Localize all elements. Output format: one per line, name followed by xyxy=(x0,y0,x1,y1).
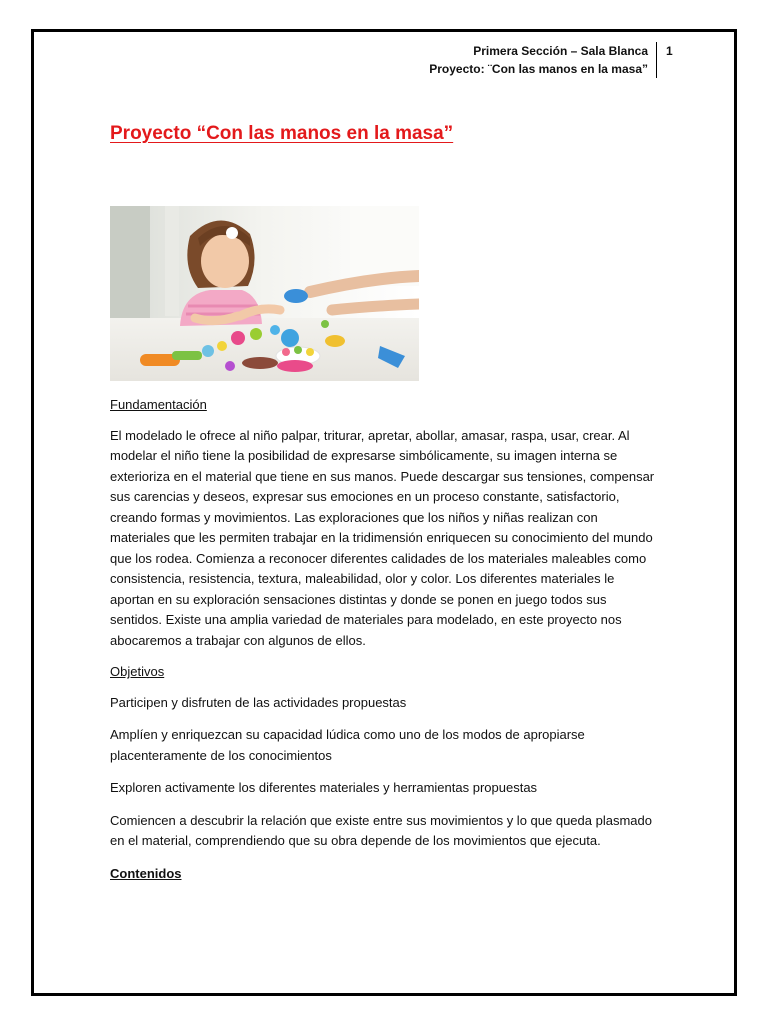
header-line-2: Proyecto: ¨Con las manos en la masa” xyxy=(429,62,648,76)
document-body xyxy=(110,395,660,894)
section-heading-objetivos: Objetivos xyxy=(110,664,165,679)
page-number: 1 xyxy=(666,44,673,58)
section-heading-fundamentacion: Fundamentación xyxy=(110,397,207,412)
page-header xyxy=(429,42,657,78)
header-line-1: Primera Sección – Sala Blanca xyxy=(473,44,648,58)
fundamentacion-paragraph: El modelado le ofrece al niño palpar, triturar, apretar, abollar, amasar, raspa, usar, crear. Al modelar el niño tiene la posibilidad de expresarse simbólicamente, su imagen interna se exterioriza en el material que tiene en sus manos. Puede descargar sus tensiones, compensar sus carencias y deseos, expresar sus emociones en un proceso constante, satisfactorio, creando formas y movimientos. Las exploraciones que los niños y niñas realizan con materiales que les permiten trabajar en la tridimensión enriquecen su conocimiento del mundo que los rodea. Comienza a reconocer diferentes calidades de los materiales maleables como consistencia, resistencia, textura, maleabilidad, olor y color. Los diferentes materiales le aportan en su exploración sensaciones distintas y donde se ponen en juego todos sus sentidos. Existe una amplia variedad de materiales para modelado, en este proyecto nos abocaremos a trabajar con algunos de ellos. xyxy=(110,427,655,648)
section-heading-contenidos: Contenidos xyxy=(110,865,182,881)
objetivo-item: Amplíen y enriquezcan su capacidad lúdica como uno de los modos de apropiarse placenteramente de los conocimientos xyxy=(110,727,585,763)
document-title: Proyecto “Con las manos en la masa” xyxy=(110,123,454,144)
objetivo-item: Comiencen a descubrir la relación que existe entre sus movimientos y lo que queda plasmado en el material, comprendiendo que su obra depende de los movimientos que ejecuta. xyxy=(110,812,652,848)
child-playing-with-modeling-clay-image xyxy=(110,206,419,381)
objetivo-item: Exploren activamente los diferentes materiales y herramientas propuestas xyxy=(110,780,538,795)
objetivo-item: Participen y disfruten de las actividades propuestas xyxy=(110,694,407,710)
